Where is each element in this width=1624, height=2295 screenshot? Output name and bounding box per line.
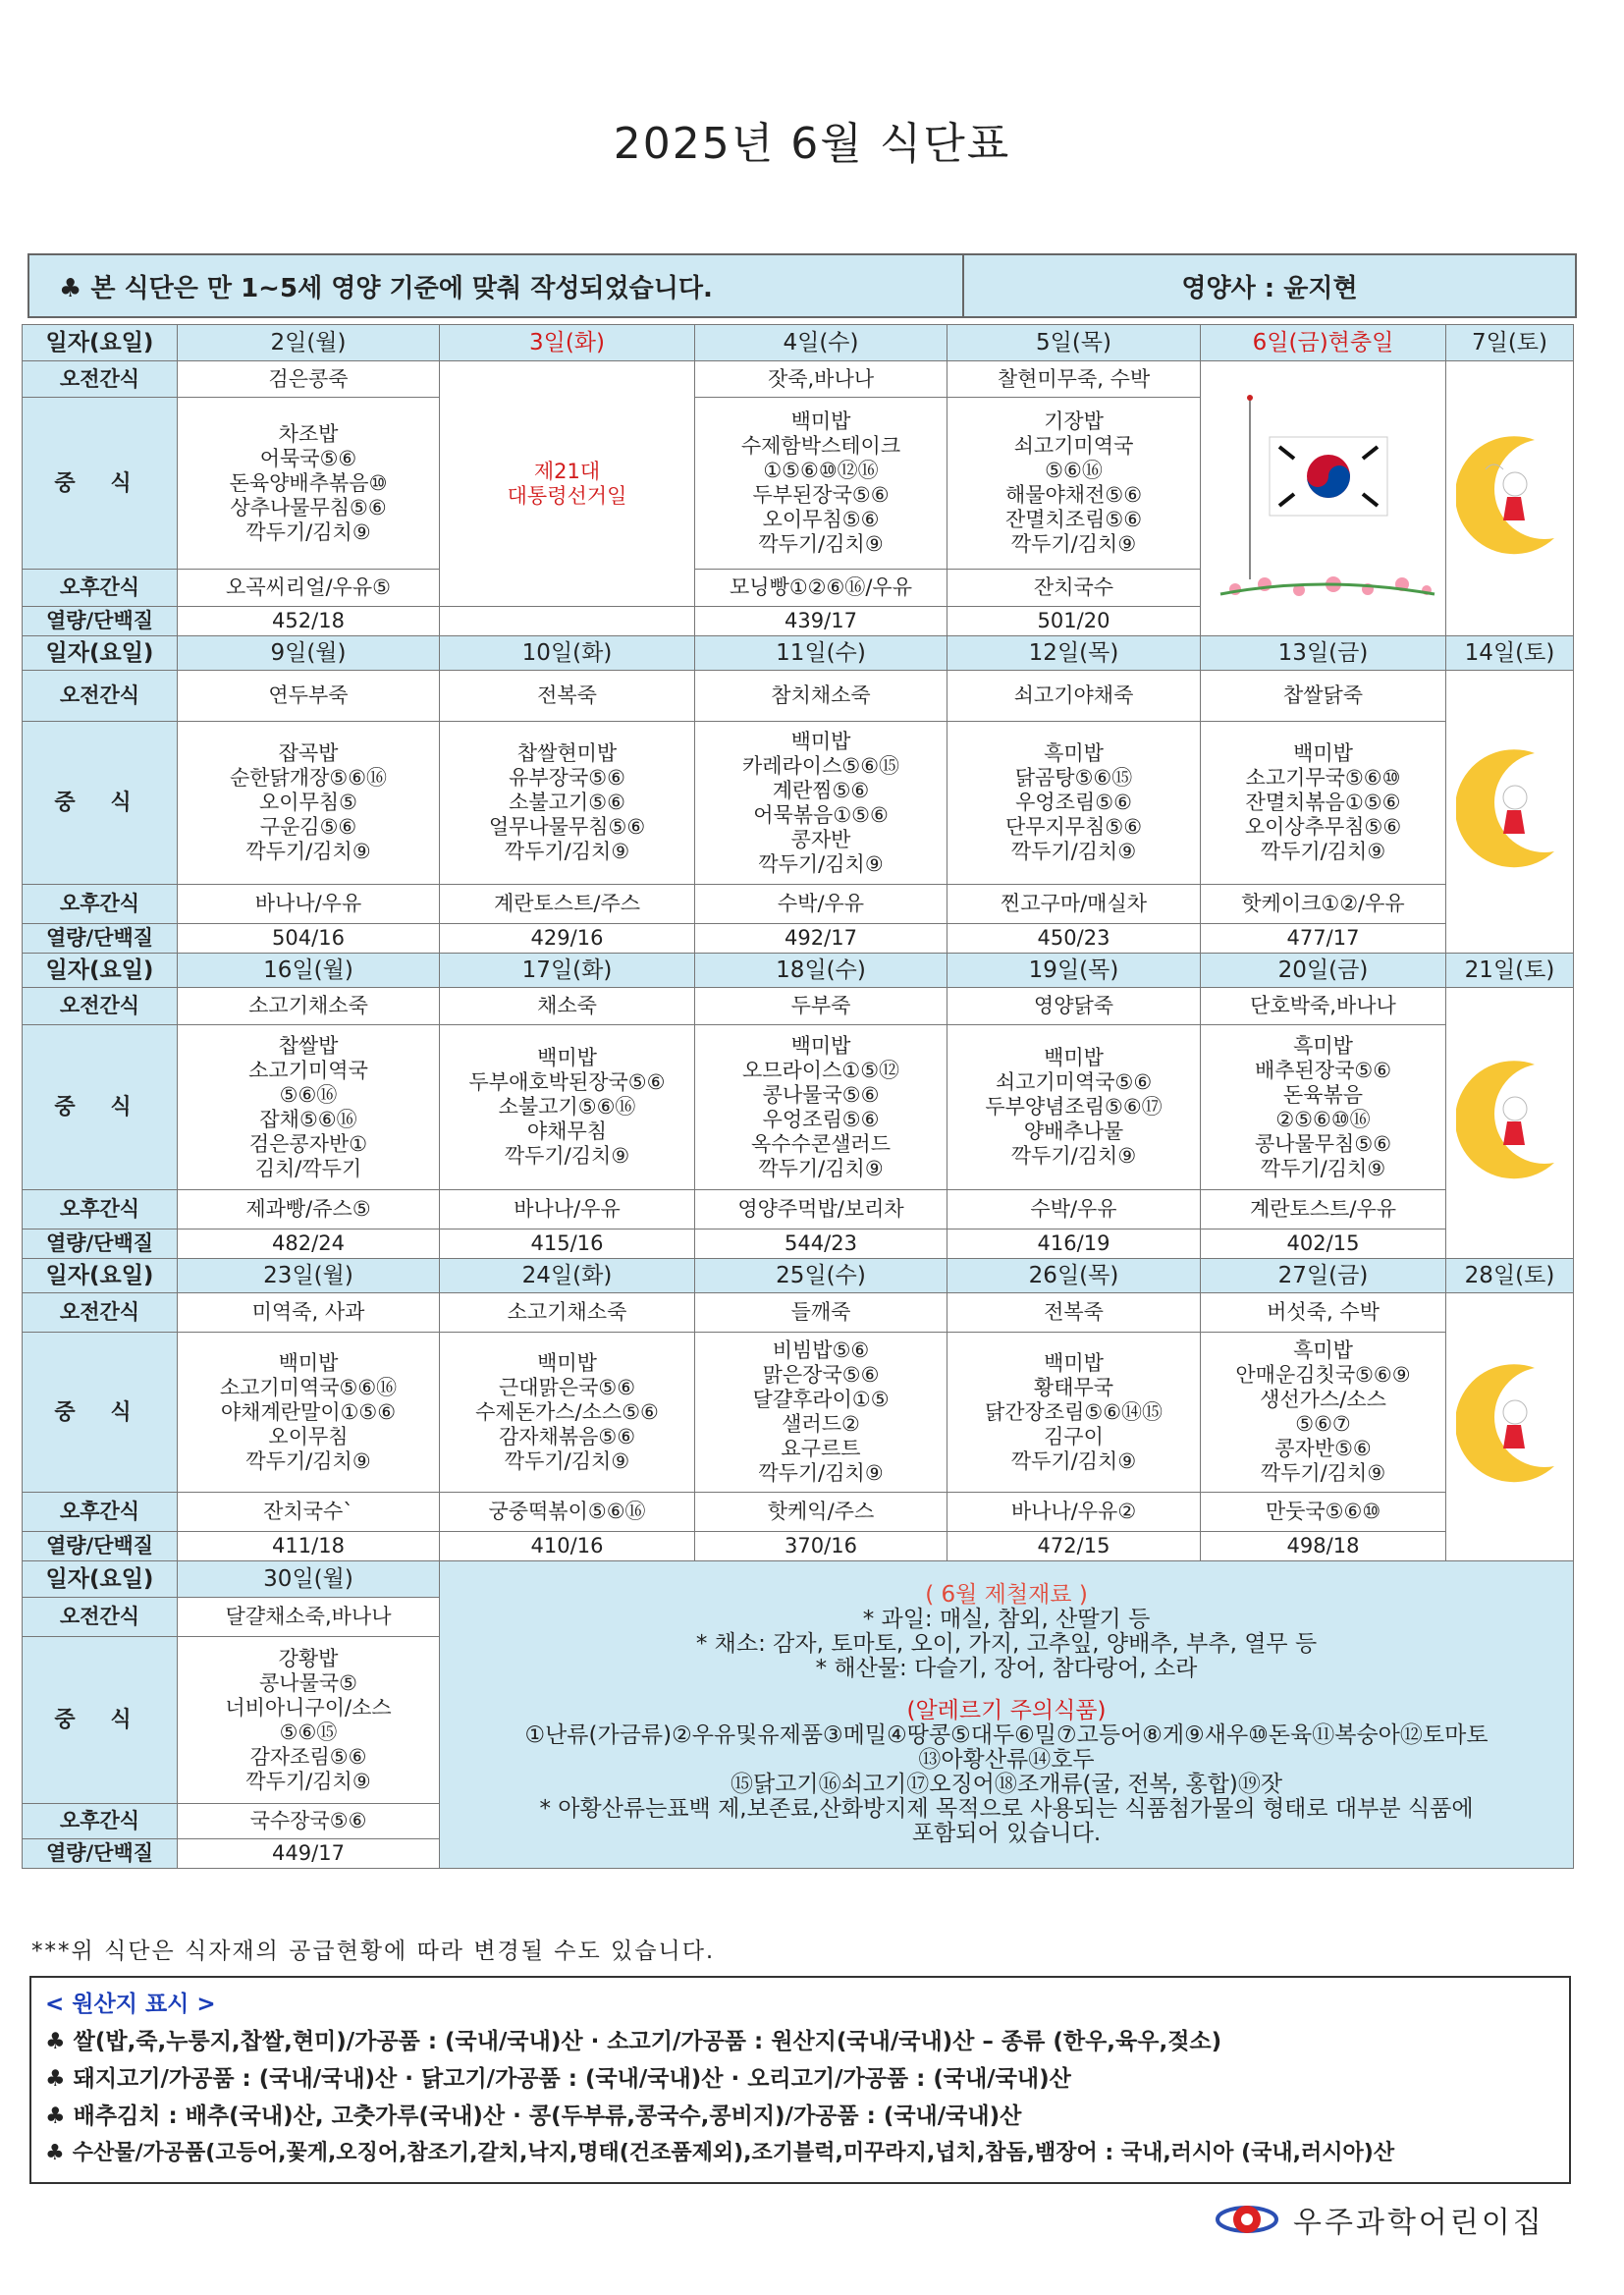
- week2-date-row: [23, 636, 1574, 671]
- row-label-date: 일자(요일): [23, 636, 178, 671]
- row-label-am-snack: 오전간식: [23, 361, 178, 398]
- date-cell: 7일(토): [1446, 325, 1574, 361]
- lunch-cell: 백미밥 두부애호박된장국⑤⑥ 소불고기⑤⑥⑯ 야채무침 깍두기/김치⑨: [440, 1025, 695, 1190]
- pm-snack-cell: 모닝빵①②⑥⑯/우유: [695, 570, 947, 607]
- seasonal-line: * 해산물: 다슬기, 장어, 참다랑어, 소라: [815, 1656, 1198, 1681]
- date-cell: 28일(토): [1446, 1259, 1574, 1293]
- nutrition-cell: 439/17: [695, 607, 947, 636]
- origin-line-text: 쌀(밥,죽,누룽지,찹쌀,현미)/가공품 : (국내/국내)산 · 소고기/가공품 : 원산지(국내/국내)산 – 종류 (한우,육우,젖소): [73, 2029, 1222, 2054]
- am-snack-cell: 쇠고기야채죽: [947, 671, 1201, 722]
- origin-line: [45, 2060, 1555, 2098]
- seasonal-heading: ( 6월 제철재료 ): [925, 1582, 1088, 1608]
- am-snack-cell: 채소죽: [440, 988, 695, 1025]
- nutrition-cell-empty: [440, 607, 695, 636]
- pm-snack-cell: 오곡씨리얼/우유⑤: [178, 570, 440, 607]
- row-label-lunch: 중 식: [23, 1637, 178, 1804]
- week1-am-row: [23, 361, 1574, 398]
- lunch-cell: 백미밥 근대맑은국⑤⑥ 수제돈가스/소스⑤⑥ 감자채볶음⑤⑥ 깍두기/김치⑨: [440, 1333, 695, 1493]
- korean-flag-icon: [1211, 388, 1436, 604]
- origin-line: [45, 2023, 1555, 2060]
- date-cell: 6일(금)현충일: [1201, 325, 1446, 361]
- lunch-cell: 백미밥 수제함박스테이크 ①⑤⑥⑩⑫⑯ 두부된장국⑤⑥ 오이무침⑤⑥ 깍두기/김치⑨: [695, 398, 947, 570]
- weekend-cell: [1446, 361, 1574, 636]
- row-label-lunch: 중 식: [23, 722, 178, 885]
- club-icon: ♣: [45, 2066, 66, 2092]
- pm-snack-cell: 핫케이크①②/우유: [1201, 885, 1446, 924]
- am-snack-cell: 단호박죽,바나나: [1201, 988, 1446, 1025]
- pm-snack-cell: 국수장국⑤⑥: [178, 1804, 440, 1839]
- nutrition-cell: 477/17: [1201, 924, 1446, 954]
- row-label-am-snack: 오전간식: [23, 1293, 178, 1333]
- week3-date-row: [23, 954, 1574, 988]
- origin-line: [45, 2135, 1555, 2172]
- lunch-cell: 찹쌀밥 소고기미역국 ⑤⑥⑯ 잡채⑤⑥⑯ 검은콩자반① 김치/깍두기: [178, 1025, 440, 1190]
- pm-snack-cell: 찐고구마/매실차: [947, 885, 1201, 924]
- lunch-cell: 기장밥 쇠고기미역국 ⑤⑥⑯ 해물야채전⑤⑥ 잔멸치조림⑤⑥ 깍두기/김치⑨: [947, 398, 1201, 570]
- am-snack-cell: 검은콩죽: [178, 361, 440, 398]
- pm-snack-cell: 계란토스트/우유: [1201, 1190, 1446, 1229]
- week3-lunch-row: [23, 1025, 1574, 1190]
- dietitian-label: 영양사 : 윤지현: [1181, 273, 1358, 303]
- week4-date-row: [23, 1259, 1574, 1293]
- lunch-cell: 잡곡밥 순한닭개장⑤⑥⑯ 오이무침⑤ 구운김⑤⑥ 깍두기/김치⑨: [178, 722, 440, 885]
- row-label-pm-snack: 오후간식: [23, 1493, 178, 1532]
- daycare-logo-icon: [1213, 2195, 1281, 2244]
- lunch-cell: 백미밥 황태무국 닭간장조림⑤⑥⑭⑮ 김구이 깍두기/김치⑨: [947, 1333, 1201, 1493]
- lunch-cell: 백미밥 쇠고기미역국⑤⑥ 두부양념조림⑤⑥⑰ 양배추나물 깍두기/김치⑨: [947, 1025, 1201, 1190]
- date-cell: 2일(월): [178, 325, 440, 361]
- pm-snack-cell: 수박/우유: [695, 885, 947, 924]
- week4-nutrition-row: [23, 1532, 1574, 1561]
- date-cell: 20일(금): [1201, 954, 1446, 988]
- origin-box: [29, 1976, 1571, 2184]
- lunch-cell: 흑미밥 닭곰탕⑤⑥⑮ 우엉조림⑤⑥ 단무지무침⑤⑥ 깍두기/김치⑨: [947, 722, 1201, 885]
- lunch-cell: 차조밥 어묵국⑤⑥ 돈육양배추볶음⑩ 상추나물무침⑤⑥ 깍두기/김치⑨: [178, 398, 440, 570]
- lunch-cell: 백미밥 소고기무국⑤⑥⑩ 잔멸치볶음①⑤⑥ 오이상추무침⑤⑥ 깍두기/김치⑨: [1201, 722, 1446, 885]
- row-label-am-snack: 오전간식: [23, 1598, 178, 1637]
- club-icon: ♣: [45, 2029, 66, 2054]
- nutrition-cell: 411/18: [178, 1532, 440, 1561]
- date-cell: 13일(금): [1201, 636, 1446, 671]
- holiday-text: 제21대 대통령선거일: [507, 459, 627, 508]
- date-cell: 18일(수): [695, 954, 947, 988]
- lunch-cell: 백미밥 카레라이스⑤⑥⑮ 계란찜⑤⑥ 어묵볶음①⑤⑥ 콩자반 깍두기/김치⑨: [695, 722, 947, 885]
- am-snack-cell: 달걀채소죽,바나나: [178, 1598, 440, 1637]
- week3-pm-row: [23, 1190, 1574, 1229]
- nutrition-cell: 452/18: [178, 607, 440, 636]
- am-snack-cell: 찰현미무죽, 수박: [947, 361, 1201, 398]
- holiday-cell: [440, 361, 695, 607]
- am-snack-cell: 전복죽: [947, 1293, 1201, 1333]
- weekend-cell: [1446, 988, 1574, 1259]
- nutrition-cell: 415/16: [440, 1229, 695, 1259]
- am-snack-cell: 버섯죽, 수박: [1201, 1293, 1446, 1333]
- row-label-nutrition: 열량/단백질: [23, 924, 178, 954]
- lunch-cell: 흑미밥 안매운김칫국⑤⑥⑨ 생선가스/소스 ⑤⑥⑦ 콩자반⑤⑥ 깍두기/김치⑨: [1201, 1333, 1446, 1493]
- nutrition-cell: 482/24: [178, 1229, 440, 1259]
- date-cell: 3일(화): [440, 325, 695, 361]
- week2-lunch-row: [23, 722, 1574, 885]
- row-label-lunch: 중 식: [23, 1025, 178, 1190]
- nutrition-cell: 410/16: [440, 1532, 695, 1561]
- date-cell: 5일(목): [947, 325, 1201, 361]
- date-cell: 26일(목): [947, 1259, 1201, 1293]
- seasonal-line: * 채소: 감자, 토마토, 오이, 가지, 고추잎, 양배추, 부추, 열무 등: [695, 1631, 1318, 1657]
- club-icon: ♣: [45, 2104, 66, 2129]
- date-cell: 19일(목): [947, 954, 1201, 988]
- lunch-cell: 비빔밥⑤⑥ 맑은장국⑤⑥ 달걀후라이①⑤ 샐러드② 요구르트 깍두기/김치⑨: [695, 1333, 947, 1493]
- row-label-lunch: 중 식: [23, 398, 178, 570]
- am-snack-cell: 들깨죽: [695, 1293, 947, 1333]
- week4-lunch-row: [23, 1333, 1574, 1493]
- row-label-am-snack: 오전간식: [23, 988, 178, 1025]
- date-cell: 25일(수): [695, 1259, 947, 1293]
- am-snack-cell: 미역죽, 사과: [178, 1293, 440, 1333]
- pm-snack-cell: 제과빵/쥬스⑤: [178, 1190, 440, 1229]
- info-banner: [27, 253, 1577, 318]
- weekend-cell: [1446, 671, 1574, 954]
- pm-snack-cell: 만둣국⑤⑥⑩: [1201, 1493, 1446, 1532]
- row-label-am-snack: 오전간식: [23, 671, 178, 722]
- moon-girl-icon: [1456, 430, 1564, 568]
- row-label-nutrition: 열량/단백질: [23, 1229, 178, 1259]
- am-snack-cell: 연두부죽: [178, 671, 440, 722]
- nutrition-cell: 416/19: [947, 1229, 1201, 1259]
- pm-snack-cell: 영양주먹밥/보리차: [695, 1190, 947, 1229]
- date-cell: 21일(토): [1446, 954, 1574, 988]
- pm-snack-cell: 잔치국수`: [178, 1493, 440, 1532]
- row-label-pm-snack: 오후간식: [23, 1190, 178, 1229]
- am-snack-cell: 참치채소죽: [695, 671, 947, 722]
- row-label-date: 일자(요일): [23, 325, 178, 361]
- notes-panel: [440, 1561, 1574, 1869]
- row-label-pm-snack: 오후간식: [23, 570, 178, 607]
- date-cell: 30일(월): [178, 1561, 440, 1598]
- allergy-heading: (알레르기 주의식품): [906, 1698, 1107, 1723]
- meal-table: [22, 324, 1574, 1869]
- row-label-nutrition: 열량/단백질: [23, 607, 178, 636]
- week1-date-row: [23, 325, 1574, 361]
- allergy-line: * 아황산류는표백 제,보존료,산화방지제 목적으로 사용되는 식품첨가물의 형태로 대부분 식품에: [539, 1796, 1474, 1822]
- am-snack-cell: 잣죽,바나나: [695, 361, 947, 398]
- origin-line: [45, 2098, 1555, 2135]
- lunch-cell: 찹쌀현미밥 유부장국⑤⑥ 소불고기⑤⑥ 얼무나물무침⑤⑥ 깍두기/김치⑨: [440, 722, 695, 885]
- am-snack-cell: 전복죽: [440, 671, 695, 722]
- nutrition-cell: 472/15: [947, 1532, 1201, 1561]
- banner-notice: ♣ 본 식단은 만 1~5세 영양 기준에 맞춰 작성되었습니다.: [29, 255, 964, 316]
- pm-snack-cell: 잔치국수: [947, 570, 1201, 607]
- daycare-name: 우주과학어린이집: [1293, 2206, 1544, 2240]
- origin-line-text: 수산물/가공품(고등어,꽃게,오징어,참조기,갈치,낙지,명태(건조품제외),조기블럭,미꾸라지,넙치,참돔,뱀장어 : 국내,러시아 (국내,러시아)산: [72, 2141, 1395, 2165]
- moon-girl-icon: [1456, 1055, 1564, 1192]
- lunch-cell: 강황밥 콩나물국⑤ 너비아니구이/소스 ⑤⑥⑮ 감자조림⑤⑥ 깍두기/김치⑨: [178, 1637, 440, 1804]
- disclaimer-text: ***위 식단은 식자재의 공급현황에 따라 변경될 수도 있습니다.: [31, 1939, 716, 1964]
- date-cell: 4일(수): [695, 325, 947, 361]
- lunch-cell: 백미밥 소고기미역국⑤⑥⑯ 야채계란말이①⑤⑥ 오이무침 깍두기/김치⑨: [178, 1333, 440, 1493]
- row-label-date: 일자(요일): [23, 1561, 178, 1598]
- date-cell: 14일(토): [1446, 636, 1574, 671]
- lunch-cell: 백미밥 오므라이스①⑤⑫ 콩나물국⑤⑥ 우엉조림⑤⑥ 옥수수콘샐러드 깍두기/김치⑨: [695, 1025, 947, 1190]
- row-label-nutrition: 열량/단백질: [23, 1839, 178, 1869]
- nutrition-cell: 370/16: [695, 1532, 947, 1561]
- week4-am-row: [23, 1293, 1574, 1333]
- weekend-cell: [1446, 1293, 1574, 1561]
- nutrition-cell: 544/23: [695, 1229, 947, 1259]
- nutrition-cell: 492/17: [695, 924, 947, 954]
- memorial-day-image: [1201, 361, 1446, 636]
- week2-nutrition-row: [23, 924, 1574, 954]
- row-label-nutrition: 열량/단백질: [23, 1532, 178, 1561]
- origin-line-text: 배추김치 : 배추(국내)산, 고춧가루(국내)산 · 콩(두부류,콩국수,콩비지)/가공품 : (국내/국내)산: [73, 2104, 1022, 2129]
- nutrition-cell: 504/16: [178, 924, 440, 954]
- moon-girl-icon: [1456, 743, 1564, 881]
- pm-snack-cell: 수박/우유: [947, 1190, 1201, 1229]
- am-snack-cell: 찹쌀닭죽: [1201, 671, 1446, 722]
- date-cell: 23일(월): [178, 1259, 440, 1293]
- allergy-line: ①난류(가금류)②우유및유제품③메밀④땅콩⑤대두⑥밀⑦고등어⑧게⑨새우⑩돈육⑪복숭아⑫토마토: [524, 1722, 1489, 1748]
- origin-heading: < 원산지 표시 >: [45, 1992, 216, 2017]
- nutrition-cell: 498/18: [1201, 1532, 1446, 1561]
- row-label-lunch: 중 식: [23, 1333, 178, 1493]
- row-label-date: 일자(요일): [23, 954, 178, 988]
- date-cell: 27일(금): [1201, 1259, 1446, 1293]
- lunch-cell: 흑미밥 배추된장국⑤⑥ 돈육볶음 ②⑤⑥⑩⑯ 콩나물무침⑤⑥ 깍두기/김치⑨: [1201, 1025, 1446, 1190]
- week3-nutrition-row: [23, 1229, 1574, 1259]
- footer: [1213, 2195, 1544, 2244]
- moon-girl-icon: [1456, 1358, 1564, 1496]
- pm-snack-cell: 바나나/우유②: [947, 1493, 1201, 1532]
- date-cell: 12일(목): [947, 636, 1201, 671]
- nutrition-cell: 402/15: [1201, 1229, 1446, 1259]
- week2-am-row: [23, 671, 1574, 722]
- nutrition-cell: 450/23: [947, 924, 1201, 954]
- pm-snack-cell: 바나나/우유: [440, 1190, 695, 1229]
- page-title: 2025년 6월 식단표: [613, 119, 1011, 169]
- week4-pm-row: [23, 1493, 1574, 1532]
- week2-pm-row: [23, 885, 1574, 924]
- am-snack-cell: 소고기채소죽: [178, 988, 440, 1025]
- date-cell: 9일(월): [178, 636, 440, 671]
- nutrition-cell: 449/17: [178, 1839, 440, 1869]
- origin-line-text: 돼지고기/가공품 : (국내/국내)산 · 닭고기/가공품 : (국내/국내)산 · 오리고기/가공품 : (국내/국내)산: [73, 2066, 1071, 2092]
- nutrition-cell: 429/16: [440, 924, 695, 954]
- nutrition-cell: 501/20: [947, 607, 1201, 636]
- pm-snack-cell: 핫케익/주스: [695, 1493, 947, 1532]
- pm-snack-cell: 궁중떡볶이⑤⑥⑯: [440, 1493, 695, 1532]
- week5-date-row: [23, 1561, 1574, 1598]
- row-label-date: 일자(요일): [23, 1259, 178, 1293]
- date-cell: 17일(화): [440, 954, 695, 988]
- date-cell: 24일(화): [440, 1259, 695, 1293]
- allergy-line: ⑬아황산류⑭호두: [918, 1747, 1095, 1773]
- am-snack-cell: 영양닭죽: [947, 988, 1201, 1025]
- date-cell: 16일(월): [178, 954, 440, 988]
- allergy-line: ⑮닭고기⑯쇠고기⑰오징어⑱조개류(굴, 전복, 홍합)⑲잣: [730, 1772, 1283, 1797]
- row-label-pm-snack: 오후간식: [23, 885, 178, 924]
- week3-am-row: [23, 988, 1574, 1025]
- pm-snack-cell: 바나나/우유: [178, 885, 440, 924]
- allergy-line: 포함되어 있습니다.: [911, 1821, 1102, 1846]
- date-cell: 11일(수): [695, 636, 947, 671]
- date-cell: 10일(화): [440, 636, 695, 671]
- seasonal-line: * 과일: 매실, 참외, 산딸기 등: [862, 1607, 1151, 1632]
- row-label-pm-snack: 오후간식: [23, 1804, 178, 1839]
- am-snack-cell: 두부죽: [695, 988, 947, 1025]
- am-snack-cell: 소고기채소죽: [440, 1293, 695, 1333]
- club-icon: ♣: [45, 2141, 65, 2165]
- pm-snack-cell: 계란토스트/주스: [440, 885, 695, 924]
